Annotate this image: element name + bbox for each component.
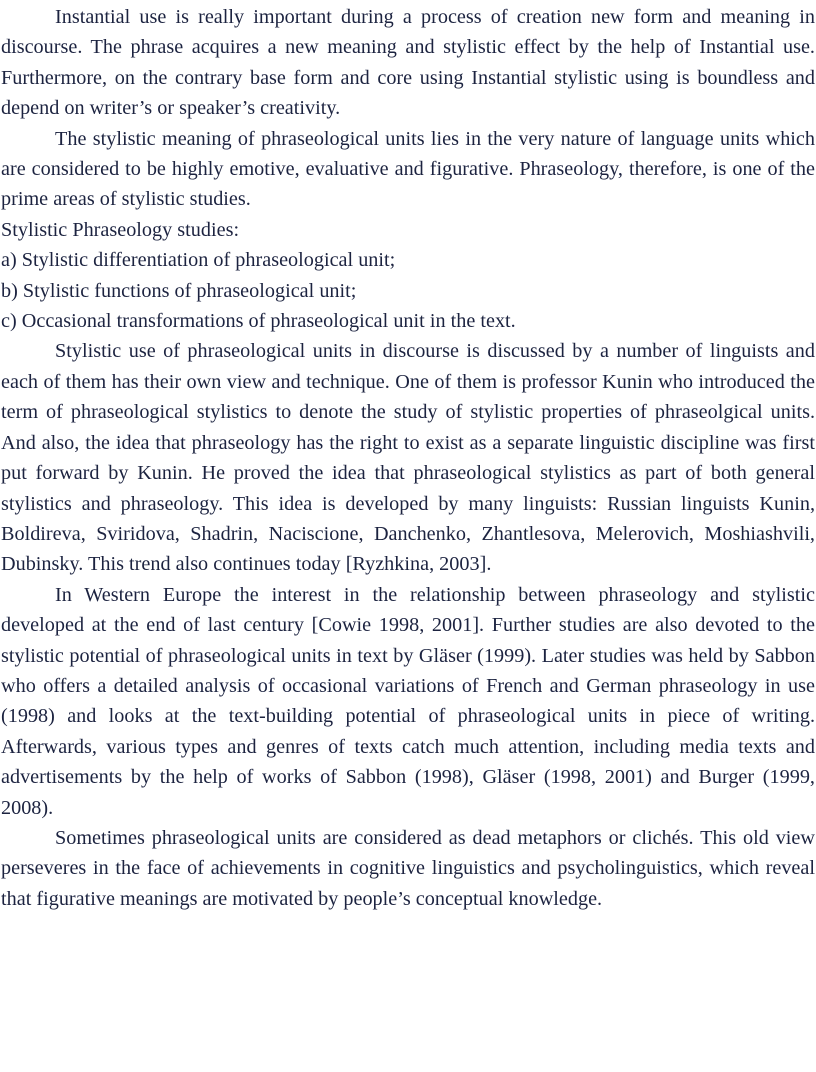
paragraph-stylistic-meaning: The stylistic meaning of phraseological units lies in the very nature of language units which are considered to be highly emotive, evaluative and figurative. Phraseology, therefore, is one of the prime areas of stylistic studies.: [1, 127, 815, 211]
paragraph-instantial-use: Instantial use is really important during a process of creation new form and meaning in discourse. The phrase acquires a new meaning and stylistic effect by the help of Instantial use. Furthermore, on the contrary base form and core using Instantial stylistic using is boundless and depend on writer’s or speaker’s creativity.: [1, 6, 815, 120]
list-item: [1, 245, 815, 275]
list-item-marker: b): [1, 279, 18, 302]
list-item: [1, 276, 815, 306]
list-item-label: Occasional transformations of phraseological unit in the text.: [21, 310, 516, 333]
stylistic-phraseology-list: [1, 245, 815, 336]
document-body-text: [1, 2, 815, 914]
list-item-marker: c): [1, 310, 17, 333]
list-item-label: Stylistic differentiation of phraseological unit;: [21, 249, 396, 272]
list-item: [1, 306, 815, 336]
paragraph-dead-metaphors: Sometimes phraseological units are considered as dead metaphors or clichés. This old view perseveres in the face of achievements in cognitive linguistics and psycholinguistics, which reveal that figurative meanings are motivated by people’s conceptual knowledge.: [1, 826, 815, 910]
list-item-label: Stylistic functions of phraseological unit;: [22, 279, 357, 302]
paragraph-stylistic-use-kunin: Stylistic use of phraseological units in discourse is discussed by a number of linguists and each of them has their own view and technique. One of them is professor Kunin who introduced the term of phraseological stylistics to denote the study of stylistic properties of phraseolgical units. And also, the idea that phraseology has the right to exist as a separate linguistic discipline was first put forward by Kunin. He proved the idea that phraseological stylistics as part of both general stylistics and phraseology. This idea is developed by many linguists: Russian linguists Kunin, Boldireva, Sviridova, Shadrin, Naciscione, Danchenko, Zhantlesova, Melerovich, Moshiashvili, Dubinsky. This trend also continues today [Ryzhkina, 2003].: [1, 340, 815, 576]
list-lead-in-text: Stylistic Phraseology studies:: [1, 218, 240, 241]
list-item-marker: a): [1, 249, 17, 272]
paragraph-western-europe: In Western Europe the interest in the relationship between phraseology and stylistic developed at the end of last century [Cowie 1998, 2001]. Further studies are also devoted to the stylistic potential of phraseological units in text by Gläser (1999). Later studies was held by Sabbon who offers a detailed analysis of occasional variations of French and German phraseology in use (1998) and looks at the text-building potential of phraseological units in piece of writing. Afterwards, various types and genres of texts catch much attention, including media texts and advertisements by the help of works of Sabbon (1998), Gläser (1998, 2001) and Burger (1999, 2008).: [1, 583, 815, 819]
